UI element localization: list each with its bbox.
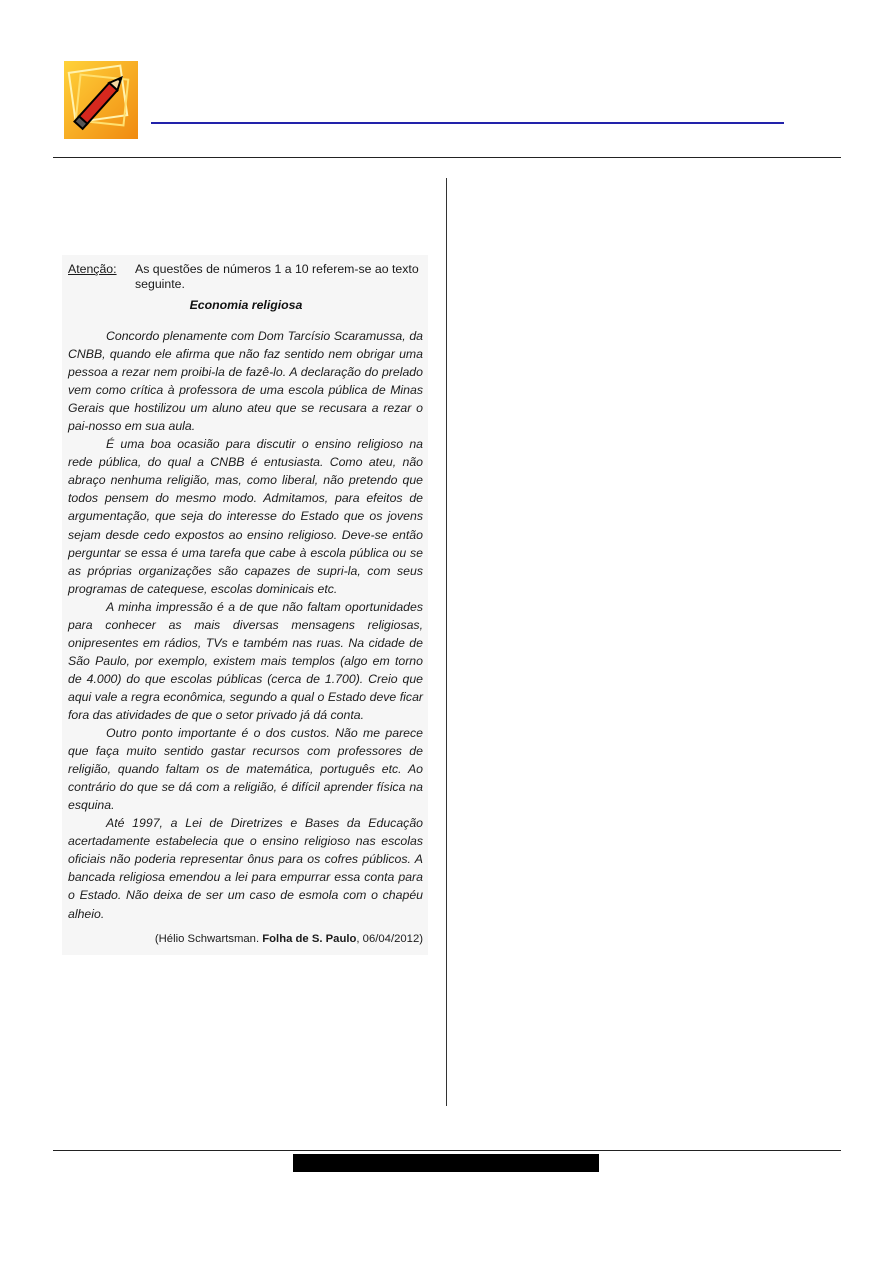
header-blue-rule [151, 122, 784, 124]
source-date: , 06/04/2012) [356, 933, 423, 945]
article-paragraph: Até 1997, a Lei de Diretrizes e Bases da Educação acertadamente estabelecia que o ensino religioso nas escolas oficiais não poderia representar ônus para os cofres públicos. A bancada religiosa emendou a lei para empurrar essa conta para o Estado. Não deixa de ser um caso de esmola com o chapéu alheio. [68, 816, 423, 921]
article-paragraph: A minha impressão é a de que não faltam oportunidades para conhecer as mais diversas mensagens religiosas, onipresentes em rádios, TVs e também nas ruas. Na cidade de São Paulo, por exemplo, existem mais templos (algo em torno de 4.000) do que escolas públicas (cerca de 1.700). Creio que aqui vale a regra econômica, segundo a qual o Estado deve ficar fora das atividades de que o setor privado já dá conta. [68, 599, 423, 722]
article-source [68, 933, 423, 945]
article-paragraph: É uma boa ocasião para discutir o ensino religioso na rede pública, do qual a CNBB é entusiasta. Como ateu, não abraço nenhuma religião, mas, como liberal, não pretendo que todos pensem do mesmo modo. Admitamos, para efeitos de argumentação, que seja do interesse do Estado que os jovens sejam desde cedo expostos ao ensino religioso. Deve-se então perguntar se essa é uma tarefa que cabe à escola pública ou se as próprias organizações são capazes de supri-la, com seus programas de catequese, escolas dominicais etc. [68, 437, 423, 596]
article-paragraph: Outro ponto importante é o dos custos. Não me parece que faça muito sentido gastar recursos com professores de religião, quando faltam os de matemática, português etc. Ao contrário do que se dá com a religião, é difícil aprender física na esquina. [68, 726, 423, 813]
source-author: (Hélio Schwartsman. [154, 933, 260, 945]
article-body [68, 327, 423, 923]
attention-text: As questões de números 1 a 10 referem-se ao texto seguinte. [135, 262, 419, 291]
pencil-logo-icon [64, 61, 138, 139]
attention-label: Atenção: [68, 262, 117, 276]
source-publication: Folha de S. Paulo [262, 933, 357, 945]
column-divider [446, 178, 447, 1106]
article-title: Economia religiosa [189, 298, 303, 312]
article-paragraph: Concordo plenamente com Dom Tarcísio Scaramussa, da CNBB, quando ele afirma que não faz sentido nem obrigar uma pessoa a rezar nem proibi-la de fazê-lo. A declaração do prelado vem como crítica à professora de uma escola pública de Minas Gerais que hostilizou um aluno ateu que se recusara a rezar o pai-nosso em sua aula. [68, 329, 423, 434]
footer-redaction-bar [293, 1154, 599, 1172]
footer-divider [53, 1150, 841, 1151]
header-divider [53, 157, 841, 158]
